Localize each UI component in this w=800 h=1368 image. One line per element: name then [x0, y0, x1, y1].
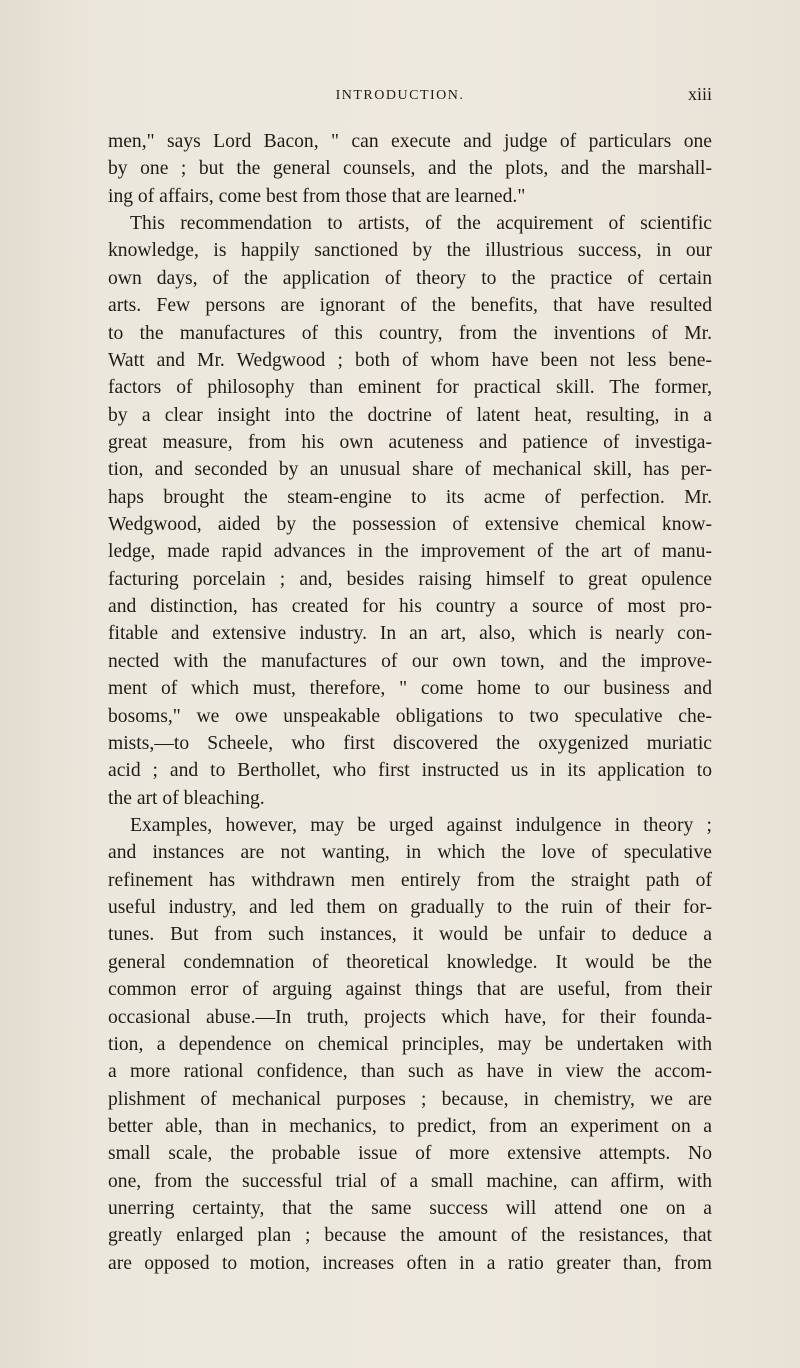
- text-line: common error of arguing against things that are useful, from their: [108, 979, 712, 1001]
- text-line: and distinction, has created for his country a source of most pro-: [108, 596, 712, 618]
- text-line: tion, and seconded by an unusual share of mechanical skill, has per-: [108, 459, 712, 481]
- body-text: [108, 128, 712, 1277]
- text-line: knowledge, is happily sanctioned by the illustrious success, in our: [108, 240, 712, 262]
- text-line: greatly enlarged plan ; because the amount of the resistances, that: [108, 1225, 712, 1247]
- text-line: fitable and extensive industry. In an art, also, which is nearly con-: [108, 623, 712, 645]
- text-line: This recommendation to artists, of the acquirement of scientific: [130, 213, 712, 235]
- running-title: INTRODUCTION.: [335, 88, 465, 103]
- text-line: a more rational confidence, than such as have in view the accom-: [108, 1061, 712, 1083]
- text-line: are opposed to motion, increases often in a ratio greater than, from: [108, 1252, 712, 1274]
- text-line: bosoms," we owe unspeakable obligations to two speculative che-: [108, 705, 712, 727]
- text-line: haps brought the steam-engine to its acme of perfection. Mr.: [108, 486, 712, 508]
- text-line: occasional abuse.—In truth, projects which have, for their founda-: [108, 1006, 712, 1028]
- page-number: xiii: [687, 84, 712, 104]
- text-line: small scale, the probable issue of more extensive attempts. No: [108, 1143, 712, 1165]
- text-line: ment of which must, therefore, " come home to our business and: [108, 678, 712, 700]
- text-line: ing of affairs, come best from those that are learned.": [108, 185, 526, 207]
- text-line: acid ; and to Berthollet, who first instructed us in its application to: [108, 760, 712, 782]
- text-line: great measure, from his own acuteness and patience of investiga-: [108, 431, 712, 453]
- text-line: factors of philosophy than eminent for practical skill. The former,: [108, 377, 712, 399]
- text-line: mists,—to Scheele, who first discovered the oxygenized muriatic: [108, 732, 712, 754]
- text-line: plishment of mechanical purposes ; because, in chemistry, we are: [108, 1088, 712, 1110]
- text-line: general condemnation of theoretical knowledge. It would be the: [108, 951, 712, 973]
- text-line: by one ; but the general counsels, and the plots, and the marshall-: [108, 158, 712, 180]
- text-line: nected with the manufactures of our own town, and the improve-: [108, 650, 712, 672]
- text-line: Watt and Mr. Wedgwood ; both of whom have been not less bene-: [108, 349, 712, 371]
- text-line: refinement has withdrawn men entirely from the straight path of: [108, 869, 712, 891]
- page-header: [0, 84, 800, 112]
- text-line: one, from the successful trial of a small machine, can affirm, with: [108, 1170, 712, 1192]
- text-line: ledge, made rapid advances in the improvement of the art of manu-: [108, 541, 712, 563]
- text-line: men," says Lord Bacon, " can execute and judge of particulars one: [108, 131, 712, 152]
- text-line: to the manufactures of this country, from the inventions of Mr.: [108, 322, 712, 344]
- text-line: useful industry, and led them on gradually to the ruin of their for-: [108, 897, 712, 919]
- text-line: unerring certainty, that the same success will attend one on a: [108, 1198, 712, 1220]
- text-line: the art of bleaching.: [108, 787, 265, 809]
- text-line: tion, a dependence on chemical principles, may be undertaken with: [108, 1033, 712, 1055]
- text-line: Examples, however, may be urged against indulgence in theory ;: [130, 814, 712, 836]
- text-line: tunes. But from such instances, it would be unfair to deduce a: [108, 924, 712, 946]
- text-line: Wedgwood, aided by the possession of extensive chemical know-: [108, 514, 712, 536]
- text-line: own days, of the application of theory to the practice of certain: [108, 267, 712, 289]
- text-line: better able, than in mechanics, to predict, from an experiment on a: [108, 1115, 712, 1137]
- text-line: facturing porcelain ; and, besides raising himself to great opulence: [108, 568, 712, 590]
- text-line: and instances are not wanting, in which the love of speculative: [108, 842, 712, 864]
- text-line: arts. Few persons are ignorant of the benefits, that have resulted: [108, 295, 712, 317]
- text-line: by a clear insight into the doctrine of latent heat, resulting, in a: [108, 404, 712, 426]
